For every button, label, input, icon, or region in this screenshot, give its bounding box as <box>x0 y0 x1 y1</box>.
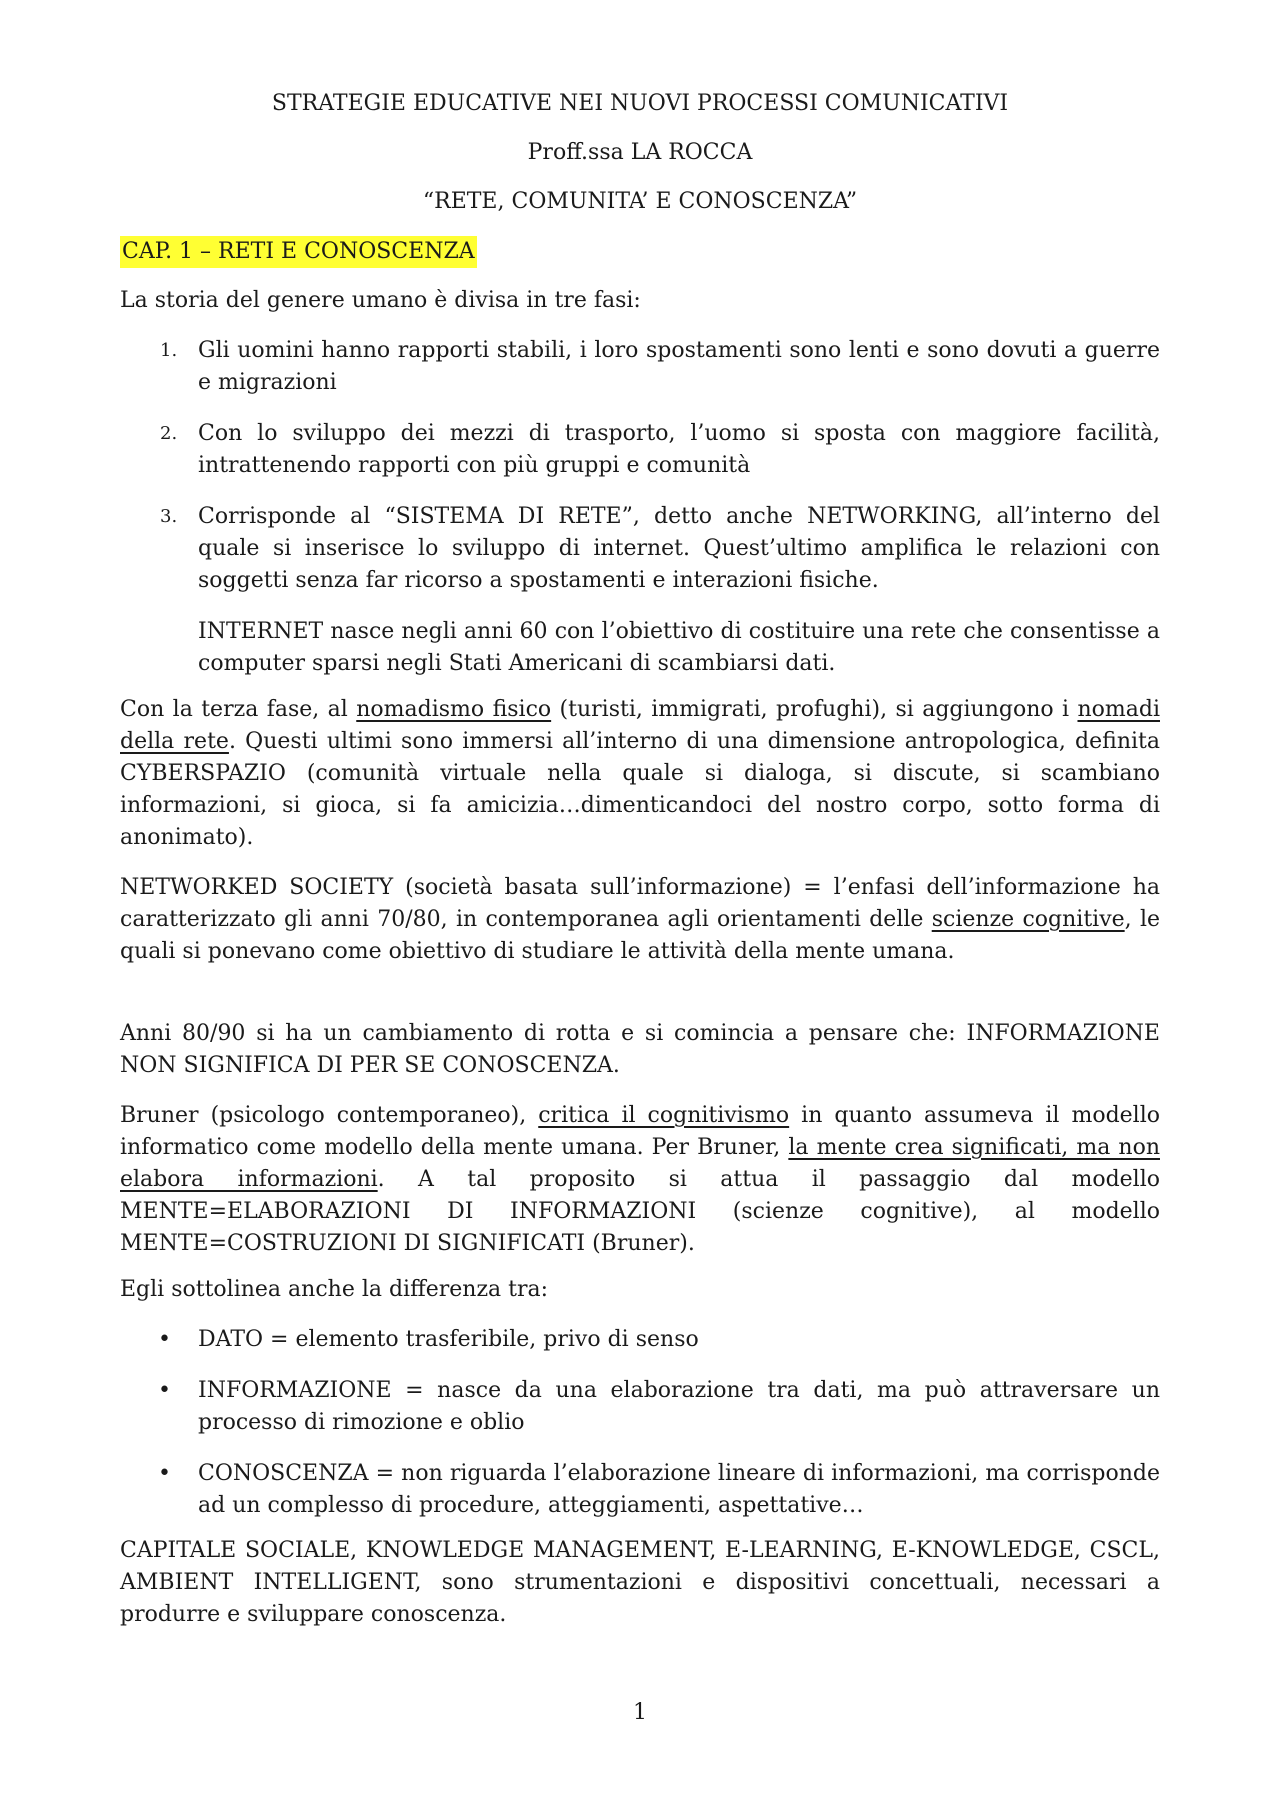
intro-paragraph: La storia del genere umano è divisa in tre fasi: <box>120 288 641 313</box>
book-title: “RETE, COMUNITA’ E CONOSCENZA” <box>422 189 858 214</box>
paragraph-difference-intro: Egli sottolinea anche la differenza tra: <box>120 1277 549 1302</box>
list-item <box>120 1458 1160 1522</box>
paragraph-anni: Anni 80/90 si ha un cambiamento di rotta e si comincia a pensare che: INFORMAZIONE NON SIGNIFICA DI PER SE CONOSCENZA. <box>120 1021 1160 1078</box>
paragraph-nomads: Con la terza fase, al nomadismo fisico (turisti, immigrati, profughi), si aggiungono i nomadi della rete. Questi ultimi sono immersi all’interno di una dimensione antropologica, definita CYBERSPAZIO (comunità virtuale nella quale si dialoga, si discute, si scambiano informazioni, si gioca, si fa amicizia…dimenticandoci del nostro corpo, sotto forma di anonimato). <box>120 697 1160 850</box>
list-item-text: Con lo sviluppo dei mezzi di trasporto, l’uomo si sposta con maggiore facilità, intrattenendo rapporti con più gruppi e comunità <box>198 421 1160 478</box>
chapter-heading: CAP. 1 – RETI E CONOSCENZA <box>120 236 477 268</box>
phases-list <box>120 335 1160 699</box>
underlined-term: critica il cognitivismo <box>538 1103 790 1128</box>
page-number: 1 <box>633 1700 647 1725</box>
list-number: 1. <box>160 340 178 361</box>
bullet: • <box>158 1327 171 1352</box>
list-number: 2. <box>160 423 178 444</box>
paragraph-networked-society: NETWORKED SOCIETY (società basata sull’informazione) = l’enfasi dell’informazione ha caratterizzato gli anni 70/80, in contemporanea agli orientamenti delle scienze cognitive, le quali si ponevano come obiettivo di studiare le attività della mente umana. <box>120 875 1161 964</box>
course-title: STRATEGIE EDUCATIVE NEI NUOVI PROCESSI COMUNICATIVI <box>271 91 1009 116</box>
underlined-term: la mente crea significati, ma non elabora informazioni <box>120 1135 1160 1192</box>
definitions-list <box>120 1324 1160 1541</box>
list-item-text: INFORMAZIONE = nasce da una elaborazione tra dati, ma può attraversare un processo di rimozione e oblio <box>198 1378 1160 1435</box>
list-item-text: Gli uomini hanno rapporti stabili, i loro spostamenti sono lenti e sono dovuti a guerre e migrazioni <box>198 338 1160 395</box>
list-item-continuation <box>120 616 1160 680</box>
list-item <box>120 1375 1160 1439</box>
list-item <box>120 1324 1160 1356</box>
list-item <box>120 335 1160 399</box>
bullet: • <box>158 1461 171 1486</box>
internet-note: INTERNET nasce negli anni 60 con l’obiettivo di costituire una rete che consentisse a computer sparsi negli Stati Americani di scambiarsi dati. <box>198 619 1160 676</box>
underlined-term: nomadi della rete <box>120 697 1160 754</box>
paragraph-capitale-sociale: CAPITALE SOCIALE, KNOWLEDGE MANAGEMENT, E-LEARNING, E-KNOWLEDGE, CSCL, AMBIENT INTELLIGENT, sono strumentazioni e dispositivi concettuali, necessari a produrre e sviluppare conoscenza. <box>120 1538 1160 1627</box>
paragraph-bruner: Bruner (psicologo contemporaneo), critica il cognitivismo in quanto assumeva il modello informatico come modello della mente umana. Per Bruner, la mente crea significati, ma non elabora informazioni. A tal proposito si attua il passaggio dal modello MENTE=ELABORAZIONI DI INFORMAZIONI (scienze cognitive), al modello MENTE=COSTRUZIONI DI SIGNIFICATI (Bruner). <box>120 1103 1161 1256</box>
list-item-text: DATO = elemento trasferibile, privo di senso <box>198 1327 699 1352</box>
list-item-text: Corrisponde al “SISTEMA DI RETE”, detto anche NETWORKING, all’interno del quale si inserisce lo sviluppo di internet. Quest’ultimo amplifica le relazioni con soggetti senza far ricorso a spostamenti e interazioni fisiche. <box>198 504 1160 593</box>
professor-name: Proff.ssa LA ROCCA <box>527 140 753 165</box>
underlined-term: scienze cognitive <box>931 907 1125 932</box>
list-number: 3. <box>160 506 178 527</box>
bullet: • <box>158 1378 171 1403</box>
list-item <box>120 418 1160 482</box>
underlined-term: nomadismo fisico <box>356 697 552 722</box>
list-item-text: CONOSCENZA = non riguarda l’elaborazione lineare di informazioni, ma corrisponde ad un complesso di procedure, atteggiamenti, aspettative… <box>198 1461 1160 1518</box>
list-item <box>120 501 1160 597</box>
